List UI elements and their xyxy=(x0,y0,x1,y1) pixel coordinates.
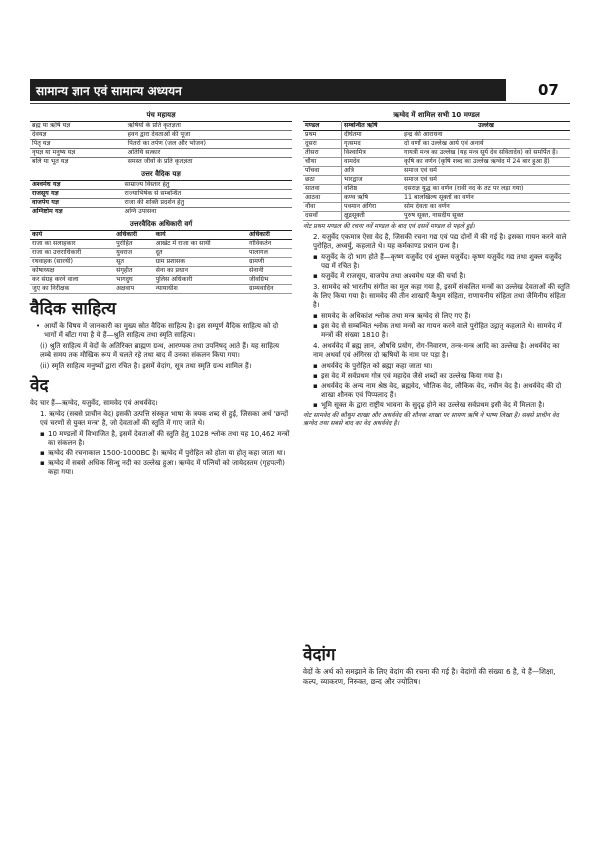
adhikari-varg-table xyxy=(30,219,292,294)
table-cell: राजसूय यज्ञ xyxy=(30,190,123,199)
table-cell: वशिष्ठ xyxy=(342,185,403,194)
paragraph: 3. सामवेद को भारतीय संगीत का मूल कहा गया है, इसमें संकलित मन्त्रों का उल्लेख देवताओं की स्तुति के लिए किया गया है। सामवेद की तीन शाखाएँ कैथुम संहिता, राणायनीय संहिता तथा जैमिनीय संहिता है। xyxy=(313,283,570,309)
yajur-list xyxy=(313,253,570,281)
page-header xyxy=(0,79,600,101)
table-row xyxy=(30,140,292,149)
table-cell: समाज एवं धर्म xyxy=(402,176,570,185)
table-cell: अग्निष्टोम यज्ञ xyxy=(30,208,123,217)
table-cell: भागदुघ xyxy=(114,276,154,285)
table-cell: ब्रह्म या ऋषि यज्ञ xyxy=(30,122,126,131)
page-number: 07 xyxy=(538,81,559,99)
table-cell: गृत्समद xyxy=(342,140,403,149)
table-cell: अक्षवाप xyxy=(114,285,154,294)
list-item: ▪ भूमि सूक्त के द्वारा राष्ट्रीय भावना के सुदृढ़ होने का उल्लेख सर्वप्रथम इसी वेद में मिलता है। xyxy=(313,401,570,410)
paragraph: • आर्यों के विषय में जानकारी का मुख्य स्रोत वैदिक साहित्य है। इस सम्पूर्ण वैदिक साहित्य को दो भागों में बाँटा गया है ये हैं—श्रुति साहित्य तथा स्मृति साहित्य। xyxy=(36,322,292,340)
table-cell: रथवाहक (सारथी) xyxy=(30,258,114,267)
table-cell: समाज एवं धर्म xyxy=(402,167,570,176)
table-cell: जुए का निरीक्षक xyxy=(30,285,114,294)
col-header: कार्य xyxy=(30,231,114,240)
table-row xyxy=(30,181,292,190)
table-row xyxy=(30,285,292,294)
table-cell: अतिथि सत्कार xyxy=(126,149,292,158)
table-cell: वामदेव xyxy=(342,158,403,167)
table-cell: दसराज्ञ युद्ध का वर्णन (रावी नद के तट पर लड़ा गया) xyxy=(402,185,570,194)
table-cell: ग्राम्यवादिन xyxy=(247,285,292,294)
col-header: अधिकारी xyxy=(114,231,154,240)
table-row xyxy=(30,258,292,267)
list-item: ▪ 10 मण्डलों में विभाजित है, इसमें देवताओं की स्तुति हेतु 1028 श्लोक तथा यह 10,462 मन्त्रों का संकलन है। xyxy=(40,430,292,448)
table-cell: राज्याभिषेक से सम्बन्धित xyxy=(123,190,292,199)
sama-list xyxy=(313,312,570,340)
table-caption: पंच महायज्ञ xyxy=(30,110,292,122)
table-cell: इन्द्र की आराधना xyxy=(402,131,570,140)
table-cell: राजा की शक्ति प्रदर्शन हेतु xyxy=(123,199,292,208)
vaidik-list xyxy=(36,322,292,340)
right-column xyxy=(303,110,570,430)
list-item: ▪ ऋग्वेद की रचनाकाल 1500-1000BC है। ऋग्वेद में पुरोहित को होता या होतृ कहा जाता था। xyxy=(40,449,292,458)
table-cell: अत्रि xyxy=(342,167,403,176)
section-heading-vedang: वेदांग xyxy=(303,645,336,665)
list-item: ▪ ऋग्वेद में सबसे अधिक सिन्धु नदी का उल्लेख हुआ। ऋग्वेद में पत्नियों को जायेदस्तम (गृहपत्नी) कहा गया। xyxy=(40,459,292,477)
table-cell: आखेट में राजा का साथी xyxy=(154,240,247,249)
uttar-vaidik-yagya-table xyxy=(30,169,292,216)
table-cell: पितृ यज्ञ xyxy=(30,140,126,149)
table-row xyxy=(303,203,570,212)
table-cell: गायत्री मन्त्र का उल्लेख (यह मन्त्र सूर्य देव सवितादेव) को समर्पित है। xyxy=(402,149,570,158)
paragraph: (ii) स्मृति साहित्य मनुष्यों द्वारा रचित है। इसमें वेदांग, सूत्र तथा स्मृति ग्रन्थ शामिल हैं। xyxy=(40,362,252,370)
table-row xyxy=(30,131,292,140)
section-heading-ved: वेद xyxy=(30,376,49,396)
table-cell: कण्व ऋषि xyxy=(342,194,403,203)
table-row xyxy=(303,194,570,203)
table-cell: चौथा xyxy=(303,158,342,167)
paragraph: 4. अथर्ववेद में ब्रह्म ज्ञान, औषधि प्रयोग, रोग-निवारण, तन्त्र-मन्त्र आदि का उल्लेख है। अथर्ववेद का नाम अथर्वा एवं अंगिरस दो ऋषियों के नाम पर पड़ा है। xyxy=(313,342,560,359)
table-row xyxy=(303,149,570,158)
table-row xyxy=(30,267,292,276)
table-cell: कृषि का वर्णन (कृषि शब्द का उल्लेख ऋग्वेद में 24 बार हुआ है) xyxy=(402,158,570,167)
table-cell: बलि या भूत यज्ञ xyxy=(30,158,126,167)
left-column xyxy=(30,110,292,479)
table-cell: सोम देवता का वर्णन xyxy=(402,203,570,212)
table-cell: पुलिस अधिकारी xyxy=(154,276,247,285)
pancha-mahayagya-table xyxy=(30,110,292,166)
table-cell: 11 बालखिल्य सूक्तों का वर्णन xyxy=(402,194,570,203)
paragraph: वेद चार हैं—ऋग्वेद, यजुर्वेद, सामवेद एवं अथर्ववेद। xyxy=(30,399,158,407)
table-row xyxy=(30,122,292,131)
paragraph: 2. यजुर्वेद एकमात्र ऐसा वेद है, जिसकी रचना गद्य एवं पद्य दोनों में की गई है। इसका गायन करने वाले पुरोहित, अध्वर्यु, कहलाते थे। यह कर्मकाण्ड प्रधान ग्रन्थ है। xyxy=(313,233,567,250)
table-cell: प्रथम xyxy=(303,131,342,140)
note: नोट सामवेद की कौथुम शाखा और अथर्ववेद की शौनक शाखा पर सायण ऋषि ने भाष्य लिखा है। सबसे प्राचीन वेद ऋग्वेद तथा सबसे बाद का वेद अथर्ववेद है। xyxy=(303,412,559,427)
table-row xyxy=(30,158,292,167)
table-cell: दो वर्णों का उल्लेख आर्य एवं अनार्य xyxy=(402,140,570,149)
table-cell: पुरोहित xyxy=(114,240,154,249)
col-header: सम्बन्धित ऋषि xyxy=(342,122,403,131)
col-header: उल्लेख xyxy=(402,122,570,131)
table-cell: कोषाध्यक्ष xyxy=(30,267,114,276)
table-cell: संगृहीत xyxy=(114,267,154,276)
paragraph: (i) श्रुति साहित्य में वेदों के अतिरिक्त ब्राह्मण ग्रन्थ, आरण्यक तथा उपनिषद् आते हैं। यह साहित्य लम्बे समय तक मौखिक रूप में चलते रहे तथा बाद में उनका संकलन किया गया। xyxy=(40,342,280,359)
table-cell: पितरों का तर्पण (जल और भोजन) xyxy=(126,140,292,149)
table-row xyxy=(303,158,570,167)
atharva-list xyxy=(313,362,570,410)
table-cell: पाँचवा xyxy=(303,167,342,176)
list-item: ▪ यजुर्वेद में राजसूय, वाजपेय तथा अश्वमेध यज्ञ की चर्चा है। xyxy=(313,272,570,281)
table-cell: ग्राम प्रशासक xyxy=(154,258,247,267)
table-cell: दसवाँ xyxy=(303,212,342,221)
list-item: ▪ अथर्ववेद के पुरोहित को ब्रह्मा कहा जाता था। xyxy=(313,362,570,371)
table-row xyxy=(303,212,570,221)
col-header: मण्डल xyxy=(303,122,342,131)
table-cell: सेनानी xyxy=(247,267,292,276)
table-cell: पुरुष सूक्त, नासदीय सूक्त xyxy=(402,212,570,221)
table-cell: ग्रामणी xyxy=(247,258,292,267)
table-cell: पवमान अंगिरा xyxy=(342,203,403,212)
table-cell: युवराज xyxy=(114,249,154,258)
table-cell: पालागल xyxy=(247,249,292,258)
note: नोट प्रथम मण्डल की रचना नवें मण्डल के बाद एवं दसवें मण्डल से पहले हुई। xyxy=(303,223,475,230)
table-cell: समस्त जीवों के प्रति कृतज्ञता xyxy=(126,158,292,167)
table-row xyxy=(30,276,292,285)
table-caption: उत्तर वैदिक यज्ञ xyxy=(30,169,292,181)
table-cell: वाजपेय यज्ञ xyxy=(30,199,123,208)
paragraph: वेदों के अर्थ को समझाने के लिए वेदांग की रचना की गई है। वेदांगों की संख्या 6 है, ये हैं—शिक्षा, कल्प, व्याकरण, निरुक्त, छन्द और ज्योतिष। xyxy=(303,667,556,686)
col-header: कार्य xyxy=(154,231,247,240)
table-cell: क्षुद्रसूक्ती xyxy=(342,212,403,221)
table-cell: तीसरा xyxy=(303,149,342,158)
list-item: ▪ इस वेद से सम्बन्धित श्लोक तथा मन्त्रों का गायन करने वाले पुरोहित उद्गातृ कहलाते थे। सामवेद में मन्त्रों की संख्या 1810 है। xyxy=(313,322,570,340)
table-cell: विश्वामित्र xyxy=(342,149,403,158)
table-cell: अश्वमेध यज्ञ xyxy=(30,181,123,190)
table-cell: अग्नि उपासना xyxy=(123,208,292,217)
table-cell: दूसरा xyxy=(303,140,342,149)
table-cell: राजा का उत्तराधिकारी xyxy=(30,249,114,258)
table-row xyxy=(30,199,292,208)
table-row xyxy=(303,167,570,176)
header-rule xyxy=(30,103,570,104)
table-cell: दीर्घतमा xyxy=(342,131,403,140)
table-cell: गोविकर्तन xyxy=(247,240,292,249)
book-title: सामान्य ज्ञान एवं सामान्य अध्ययन xyxy=(36,84,182,98)
list-item: ▪ अथर्ववेद के अन्य नाम श्रेष्ठ वेद, ब्रह्मवेद, भौतिक वेद, लौकिक वेद, नवीन वेद है। अथर्ववेद की दो शाखा शौनक एवं पिप्पलाद हैं। xyxy=(313,382,570,400)
table-cell: न्यायाधीश xyxy=(154,285,247,294)
table-cell: जीवग्रिभ xyxy=(247,276,292,285)
table-cell: राजा का सलाहकार xyxy=(30,240,114,249)
table-row xyxy=(303,131,570,140)
table-cell: साम्राज्य विस्तार हेतु xyxy=(123,181,292,190)
table-cell: आठवा xyxy=(303,194,342,203)
table-cell: ऋषियों के प्रति कृतज्ञता xyxy=(126,122,292,131)
table-caption: उत्तरवैदिक अधिकारी वर्ग xyxy=(129,220,193,228)
table-caption: ऋग्वेद में शामिल सभी 10 मण्डल xyxy=(393,111,480,119)
table-cell: हवन द्वारा देवताओं की पूजा xyxy=(126,131,292,140)
table-cell: नौवा xyxy=(303,203,342,212)
table-cell: देवयज्ञ xyxy=(30,131,126,140)
table-cell: छठा xyxy=(303,176,342,185)
list-item: ▪ सामवेद के अधिकांश श्लोक तथा मन्त्र ऋग्वेद से लिए गए हैं। xyxy=(313,312,570,321)
table-row xyxy=(30,190,292,199)
list-item: ▪ यजुर्वेद के दो भाग होते हैं—कृष्ण यजुर्वेद एवं शुक्ल यजुर्वेद। कृष्ण यजुर्वेद गद्य तथा शुक्ल यजुर्वेद पद्य में रचित है। xyxy=(313,253,570,271)
col-header: अधिकारी xyxy=(247,231,292,240)
table-cell: भारद्वाज xyxy=(342,176,403,185)
vedang-section xyxy=(303,645,570,689)
table-cell: कर संग्रह करने वाला xyxy=(30,276,114,285)
list-item: ▪ इस वेद में सर्वप्रथम गोत्र एवं महादेव जैसे शब्दों का उल्लेख किया गया है। xyxy=(313,372,570,381)
paragraph: 1. ऋग्वेद (सबसे प्राचीन वेद) इसकी उत्पत्ति संस्कृत भाषा के त्रयक शब्द से हुई, जिसका अर्थ 'छन्दों एवं चरणों से युक्त मन्त्र' है, जो देवताओं की स्तुति में गाए जाते थे। xyxy=(40,410,289,427)
section-heading-vaidik: वैदिक साहित्य xyxy=(30,299,116,319)
table-row xyxy=(303,140,570,149)
table-cell: सूत xyxy=(114,258,154,267)
table-cell: सातवा xyxy=(303,185,342,194)
table-row xyxy=(30,240,292,249)
table-row xyxy=(303,185,570,194)
rigved-mandal-table xyxy=(303,110,570,221)
table-cell: दूत xyxy=(154,249,247,258)
table-cell: नृयज्ञ या मनुष्य यज्ञ xyxy=(30,149,126,158)
table-row xyxy=(30,208,292,217)
table-cell: सेना का प्रधान xyxy=(154,267,247,276)
table-row xyxy=(303,176,570,185)
table-row xyxy=(30,249,292,258)
table-row xyxy=(30,149,292,158)
rigved-list xyxy=(40,430,292,477)
